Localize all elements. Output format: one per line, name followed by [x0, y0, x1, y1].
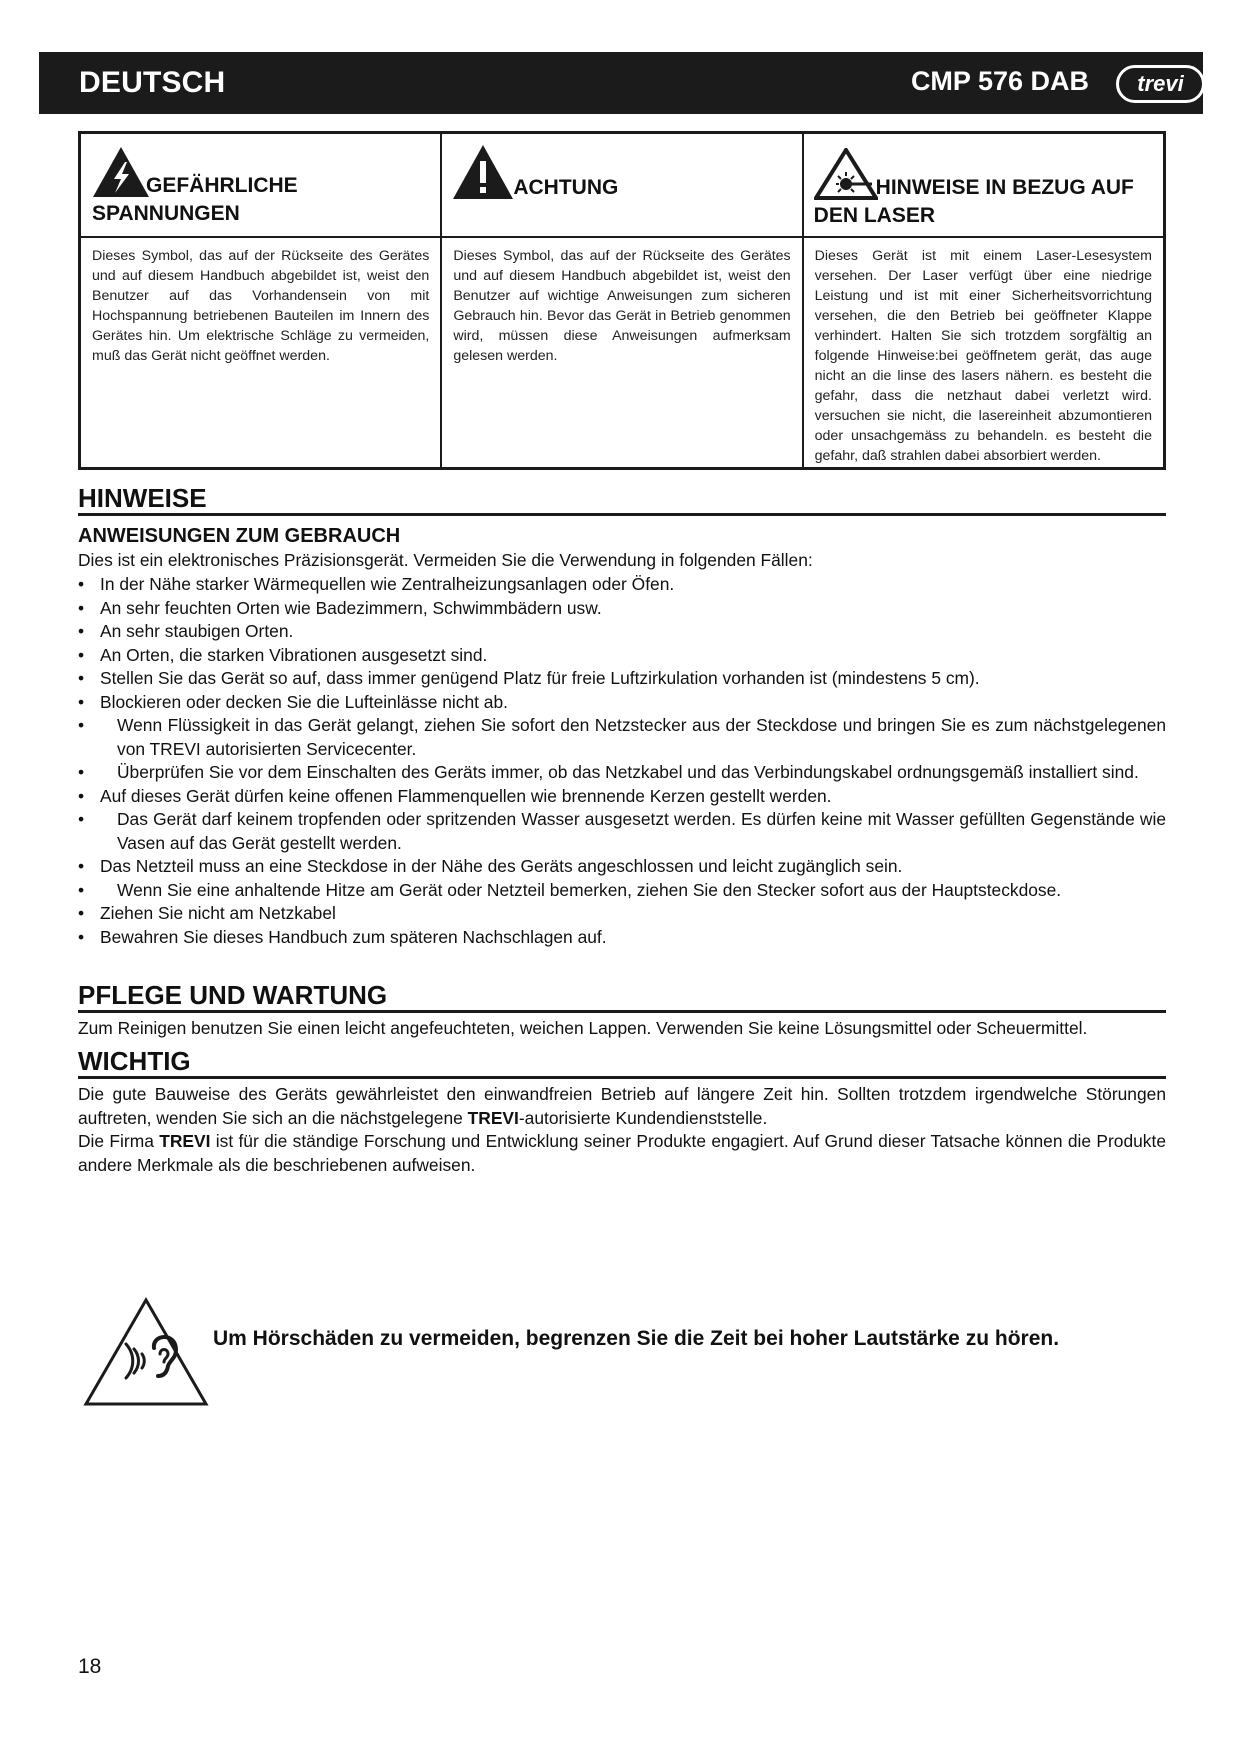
- intro-text: Dies ist ein elektronisches Präzisionsgerät. Vermeiden Sie die Verwendung in folgenden Fällen:: [78, 550, 813, 570]
- language-label: DEUTSCH: [79, 66, 226, 99]
- lightning-warning-icon: [92, 146, 150, 198]
- list-item: • Ziehen Sie nicht am Netzkabel: [78, 902, 1166, 926]
- warnings-table: [78, 131, 1166, 470]
- list-item: • An sehr staubigen Orten.: [78, 620, 1166, 644]
- trevi-logo: trevi: [1116, 65, 1205, 103]
- list-item: • Bewahren Sie dieses Handbuch zum späteren Nachschlagen auf.: [78, 926, 1166, 950]
- subsection-title: ANWEISUNGEN ZUM GEBRAUCH: [78, 525, 401, 547]
- brand-name: TREVI: [467, 1107, 519, 1128]
- list-item: • Wenn Sie eine anhaltende Hitze am Gerät oder Netzteil bemerken, ziehen Sie den Stecker sofort aus der Hauptsteckdose.: [78, 879, 1166, 903]
- section-title-wichtig: WICHTIG: [78, 1046, 1166, 1079]
- warning-title: ACHTUNG: [513, 176, 619, 199]
- text-span: ist für die ständige Forschung und Entwicklung seiner Produkte engagiert. Auf Grund dieser Tatsache können die Produkte andere Merkmale als die beschriebenen aufweisen.: [78, 1131, 1166, 1175]
- important-text-1: [78, 1083, 1166, 1130]
- section-title-pflege: PFLEGE UND WARTUNG: [78, 980, 1166, 1013]
- warning-title: HINWEISE IN BEZUG AUF: [875, 176, 1134, 199]
- warning-header: [81, 134, 440, 238]
- warning-attention: [442, 134, 803, 467]
- warning-text: Dieses Symbol, das auf der Rückseite des Gerätes und auf diesem Handbuch abgebildet ist, weist den Benutzer auf das Vorhandensein von mit Hochspannung betriebenen Bauteilen im Innern des Gerätes hin. Um elektrische Schläge zu vermeiden, muß das Gerät nicht geöffnet werden.: [92, 248, 430, 364]
- warning-text: Dieses Gerät ist mit einem Laser-Lesesystem versehen. Der Laser verfügt über eine niedrige Leistung und ist mit einer Sicherheitsvorrichtung versehen, die den Betrieb bei geöffneter Klappe verhindert. Halten Sie sich trotzdem sorgfältig an folgende Hinweise:bei geöffnetem gerät, das auge nicht an die linse des lasers nähern. es besteht die gefahr, dass die netzhaut dabei verletzt wird. versuchen sie nicht, die lasereinheit abzumontieren oder unsachgemäss zu behandeln. es besteht die gefahr, daß strahlen dabei absorbiert werden.: [814, 248, 1152, 464]
- list-item: • Stellen Sie das Gerät so auf, dass immer genügend Platz für freie Luftzirkulation vorhanden ist (mindestens 5 cm).: [78, 667, 1166, 691]
- section-title-hinweise: HINWEISE: [78, 483, 1166, 516]
- list-item: • An sehr feuchten Orten wie Badezimmern, Schwimmbädern usw.: [78, 597, 1166, 621]
- model-name: CMP 576 DAB: [910, 66, 1089, 96]
- important-text-2: [78, 1130, 1166, 1177]
- warning-header: [804, 134, 1163, 238]
- list-item: • Wenn Flüssigkeit in das Gerät gelangt, ziehen Sie sofort den Netzstecker aus der Steckdose und bringen Sie es zum nächstgelegenen von TREVI autorisierten Servicecenter.: [78, 714, 1166, 761]
- warning-high-voltage: [81, 134, 442, 467]
- warning-title: DEN LASER: [813, 204, 936, 227]
- text-span: Die Firma: [78, 1131, 160, 1151]
- list-item: • Das Gerät darf keinem tropfenden oder spritzenden Wasser ausgesetzt werden. Es dürfen keine mit Wasser gefüllten Gegenstände wie Vasen auf das Gerät gestellt werden.: [78, 808, 1166, 855]
- hearing-warning-icon: [82, 1296, 210, 1408]
- warning-title: GEFÄHRLICHE: [146, 174, 298, 197]
- list-item: • Überprüfen Sie vor dem Einschalten des Geräts immer, ob das Netzkabel und das Verbindungskabel ordnungsgemäß installiert sind.: [78, 761, 1166, 785]
- warning-text: Dieses Symbol, das auf der Rückseite des Gerätes und auf diesem Handbuch abgebildet ist, weist den Benutzer auf wichtige Anweisungen zum sicheren Gebrauch hin. Bevor das Gerät in Betrieb genommen wird, müssen diese Anweisungen aufmerksam gelesen werden.: [453, 248, 791, 364]
- warning-laser: [804, 134, 1163, 467]
- care-text: Zum Reinigen benutzen Sie einen leicht angefeuchteten, weichen Lappen. Verwenden Sie keine Lösungsmittel oder Scheuermittel.: [78, 1018, 1088, 1038]
- text-span: Die gute Bauweise des Geräts gewährleistet den einwandfreien Betrieb auf längere Zeit hin. Sollten trotzdem irgendwelche Störungen auftreten, wenden Sie sich an die nächstgelegene: [78, 1084, 1166, 1128]
- list-item: • Blockieren oder decken Sie die Lufteinlässe nicht ab.: [78, 691, 1166, 715]
- exclamation-warning-icon: [452, 144, 514, 200]
- page-number: 18: [78, 1655, 102, 1678]
- usage-instructions-list: [78, 573, 1166, 949]
- brand-name: TREVI: [159, 1131, 211, 1151]
- list-item: • Das Netzteil muss an eine Steckdose in der Nähe des Geräts angeschlossen und leicht zugänglich sein.: [78, 855, 1166, 879]
- list-item: • In der Nähe starker Wärmequellen wie Zentralheizungsanlagen oder Öfen.: [78, 573, 1166, 597]
- list-item: • Auf dieses Gerät dürfen keine offenen Flammenquellen wie brennende Kerzen gestellt werden.: [78, 785, 1166, 809]
- hearing-warning-text: Um Hörschäden zu vermeiden, begrenzen Sie die Zeit bei hoher Lautstärke zu hören.: [213, 1327, 1060, 1350]
- page-header: [39, 52, 1203, 114]
- list-item: • An Orten, die starken Vibrationen ausgesetzt sind.: [78, 644, 1166, 668]
- laser-warning-icon: [814, 148, 878, 200]
- warning-header: [442, 134, 801, 238]
- text-span: -autorisierte Kundendienststelle.: [518, 1107, 768, 1128]
- warning-title: SPANNUNGEN: [92, 202, 240, 225]
